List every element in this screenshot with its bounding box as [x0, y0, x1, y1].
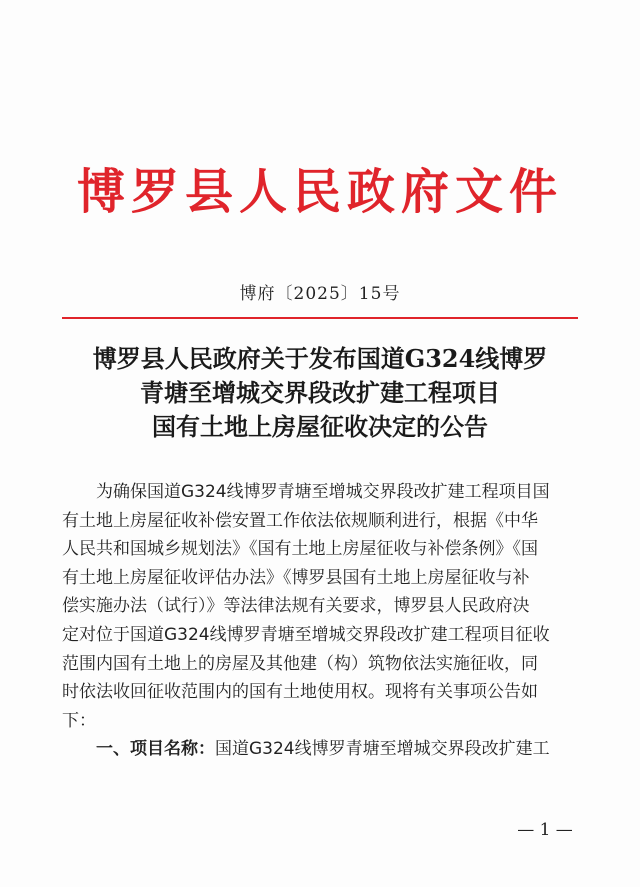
- document-title: [0, 342, 640, 444]
- body-line: 有土地上房屋征收评估办法》《博罗县国有土地上房屋征收与补: [62, 567, 530, 588]
- title-line-1: 博罗县人民政府关于发布国道G324线博罗: [92, 344, 548, 373]
- page-number: — 1 —: [517, 820, 573, 840]
- body-line: 定对位于国道G324线博罗青塘至增城交界段改扩建工程项目征收: [62, 624, 550, 645]
- section-1-heading: 一、项目名称：: [96, 739, 215, 760]
- title-line-3: 国有土地上房屋征收决定的公告: [152, 412, 488, 441]
- section-1-text: 国道G324线博罗青塘至增城交界段改扩建工: [215, 739, 550, 760]
- section-1-line: [62, 735, 582, 764]
- document-number: 博府〔2025〕15号: [239, 284, 401, 304]
- body-line: 下：: [62, 710, 96, 731]
- red-separator-line: [62, 317, 578, 319]
- title-line-2: 青塘至增城交界段改扩建工程项目: [140, 378, 500, 407]
- body-line: 人民共和国城乡规划法》《国有土地上房屋征收与补偿条例》《国: [62, 539, 538, 560]
- body-line: 有土地上房屋征收补偿安置工作依法依规顺利进行，根据《中华: [62, 510, 538, 531]
- issuing-authority-header: 博罗县人民政府文件: [76, 164, 563, 220]
- body-line: 为确保国道G324线博罗青塘至增城交界段改扩建工程项目国: [96, 482, 550, 502]
- body-line: 偿实施办法（试行）》等法律法规有关要求，博罗县人民政府决: [62, 596, 530, 617]
- body-line: 时依法收回征收范围内的国有土地使用权。现将有关事项公告如: [62, 682, 538, 703]
- body-line: 范围内国有土地上的房屋及其他建（构）筑物依法实施征收，同: [62, 653, 538, 674]
- document-body: [62, 478, 582, 764]
